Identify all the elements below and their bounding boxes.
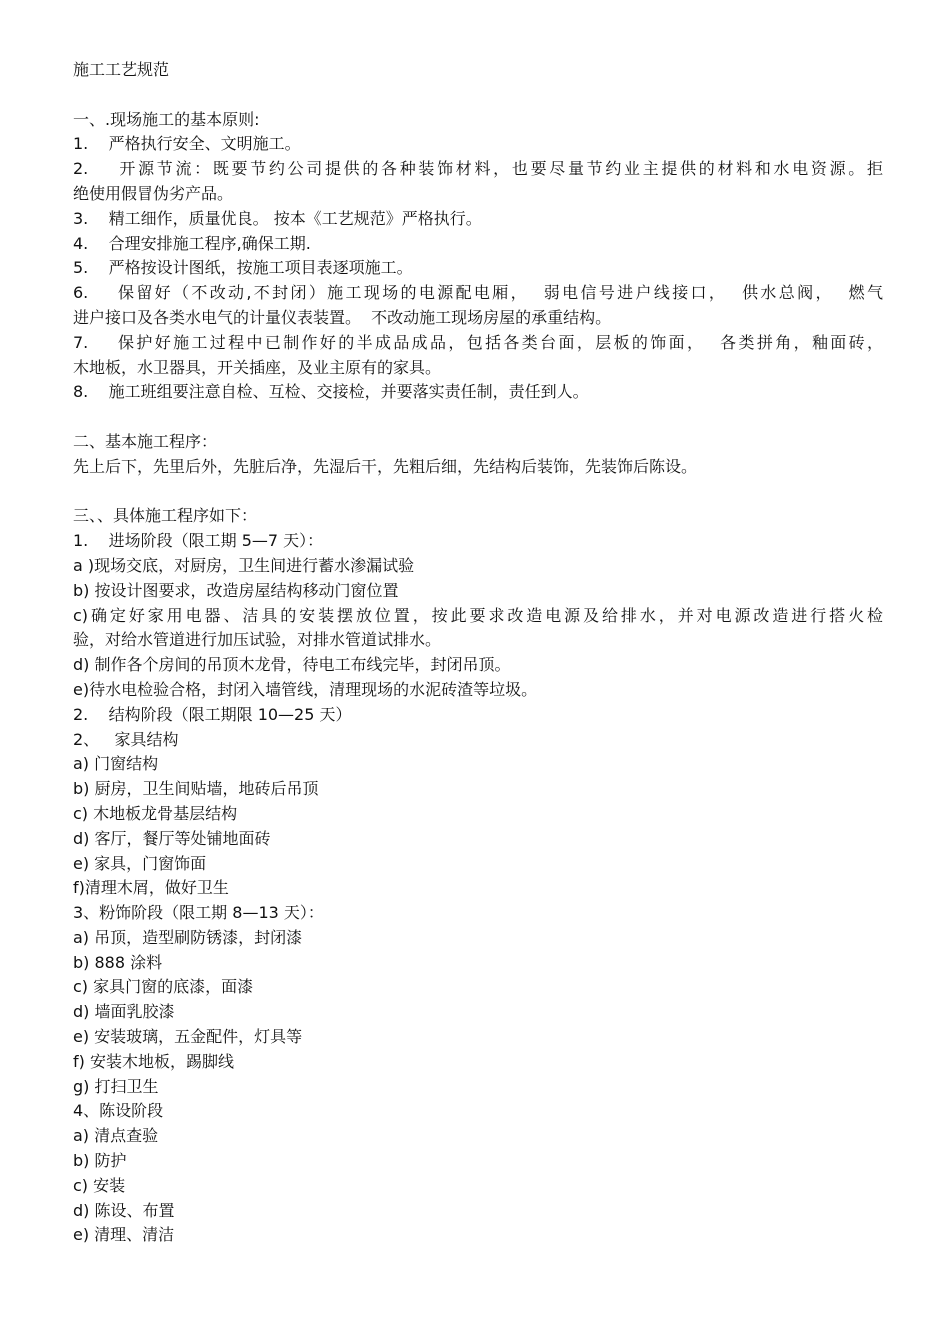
principle-item-2 xyxy=(73,157,883,182)
item-number: 1. xyxy=(73,134,89,154)
phase4-step: a) 清点查验 xyxy=(73,1126,159,1146)
item-number: 6. xyxy=(73,283,89,303)
phase4-step: b) 防护 xyxy=(73,1151,127,1171)
principle-item-2-cont: 绝使用假冒伪劣产品。 xyxy=(73,183,234,203)
phase2-step: f)清理木屑，做好卫生 xyxy=(73,878,229,898)
phase4-step: c) 安装 xyxy=(73,1175,126,1195)
phase3-step: g) 打扫卫生 xyxy=(73,1076,159,1096)
phase3-title: 3、粉饰阶段（限工期 8—13 天）： xyxy=(73,903,324,923)
section2-heading: 二、基本施工程序： xyxy=(73,431,218,451)
item-number: 8. xyxy=(73,382,89,402)
phase1-step-c-cont: 验，对给水管道进行加压试验，对排水管道试排水。 xyxy=(73,630,442,650)
phase2-subtitle: 2、 家具结构 xyxy=(73,729,179,749)
principle-item-5 xyxy=(73,256,883,281)
phase1-step-d: d) 制作各个房间的吊顶木龙骨，待电工布线完毕，封闭吊顶。 xyxy=(73,655,511,675)
principle-item-6-cont: 进户接口及各类水电气的计量仪表装置。 不改动施工现场房屋的承重结构。 xyxy=(73,307,612,327)
item-text: 保留好（不改动,不封闭）施工现场的电源配电厢， 弱电信号进户线接口， 供水总阀， 燃气 xyxy=(117,283,883,303)
document-page xyxy=(73,58,883,1248)
section1-heading: 一、.现场施工的基本原则: xyxy=(73,109,260,129)
item-number: 3. xyxy=(73,208,89,228)
phase3-step: a) 吊顶，造型刷防锈漆，封闭漆 xyxy=(73,927,303,947)
item-text: 施工班组要注意自检、互检、交接检，并要落实责任制，责任到人。 xyxy=(108,382,589,402)
phase2-step: a) 门窗结构 xyxy=(73,754,159,774)
phase2-step: b) 厨房，卫生间贴墙，地砖后吊顶 xyxy=(73,779,319,799)
phase2-step: c) 木地板龙骨基层结构 xyxy=(73,803,238,823)
phase1-step-e: e)待水电检验合格，封闭入墙管线，清理现场的水泥砖渣等垃圾。 xyxy=(73,679,538,699)
principle-item-7-cont: 木地板，水卫器具，开关插座，及业主原有的家具。 xyxy=(73,357,442,377)
blank-line xyxy=(73,405,883,430)
section2-text: 先上后下，先里后外，先脏后净，先湿后干，先粗后细，先结构后装饰，先装饰后陈设。 xyxy=(73,456,698,476)
item-number: 4. xyxy=(73,233,89,253)
phase3-step: c) 家具门窗的底漆，面漆 xyxy=(73,977,254,997)
phase2-step: d) 客厅，餐厅等处铺地面砖 xyxy=(73,828,271,848)
item-text: 精工细作，质量优良。 按本《工艺规范》严格执行。 xyxy=(108,208,482,228)
item-number: 7. xyxy=(73,332,89,352)
item-text: 开源节流：既要节约公司提供的各种装饰材料，也要尽量节约业主提供的材料和水电资源。拒 xyxy=(119,159,883,179)
phase1-step-c: c)确定好家用电器、洁具的安装摆放位置，按此要求改造电源及给排水，并对电源改造进行搭火检 xyxy=(73,605,883,625)
blank-line xyxy=(73,480,883,505)
item-number: 5. xyxy=(73,258,89,278)
item-text: 保护好施工过程中已制作好的半成品成品，包括各类台面，层板的饰面， 各类拼角，釉面砖， xyxy=(118,332,883,352)
principle-item-4 xyxy=(73,232,883,257)
principle-item-7 xyxy=(73,331,883,356)
principle-item-8 xyxy=(73,380,883,405)
principle-item-1 xyxy=(73,132,883,157)
phase3-step: b) 888 涂料 xyxy=(73,952,163,972)
phase1-step-a: a )现场交底，对厨房，卫生间进行蓄水渗漏试验 xyxy=(73,555,415,575)
phase3-step: d) 墙面乳胶漆 xyxy=(73,1002,175,1022)
item-number: 2. xyxy=(73,159,89,179)
item-text: 严格执行安全、文明施工。 xyxy=(108,134,301,154)
phase3-step: e) 安装玻璃，五金配件，灯具等 xyxy=(73,1027,303,1047)
phase3-step: f) 安装木地板，踢脚线 xyxy=(73,1051,234,1071)
phase2-step: e) 家具，门窗饰面 xyxy=(73,853,207,873)
blank-line xyxy=(73,83,883,108)
phase4-step: d) 陈设、布置 xyxy=(73,1200,175,1220)
principle-item-6 xyxy=(73,281,883,306)
phase1-step-b: b) 按设计图要求，改造房屋结构移动门窗位置 xyxy=(73,580,399,600)
phase4-title: 4、陈设阶段 xyxy=(73,1101,164,1121)
item-text: 合理安排施工程序,确保工期. xyxy=(108,233,311,253)
phase4-step: e) 清理、清洁 xyxy=(73,1225,175,1245)
document-title: 施工工艺规范 xyxy=(73,60,170,79)
phase2-title: 2. 结构阶段（限工期限 10—25 天） xyxy=(73,704,352,724)
principle-item-3 xyxy=(73,207,883,232)
phase1-title: 1. 进场阶段（限工期 5—7 天）： xyxy=(73,531,324,551)
section3-heading: 三、、具体施工程序如下： xyxy=(73,506,258,526)
item-text: 严格按设计图纸，按施工项目表逐项施工。 xyxy=(108,258,413,278)
